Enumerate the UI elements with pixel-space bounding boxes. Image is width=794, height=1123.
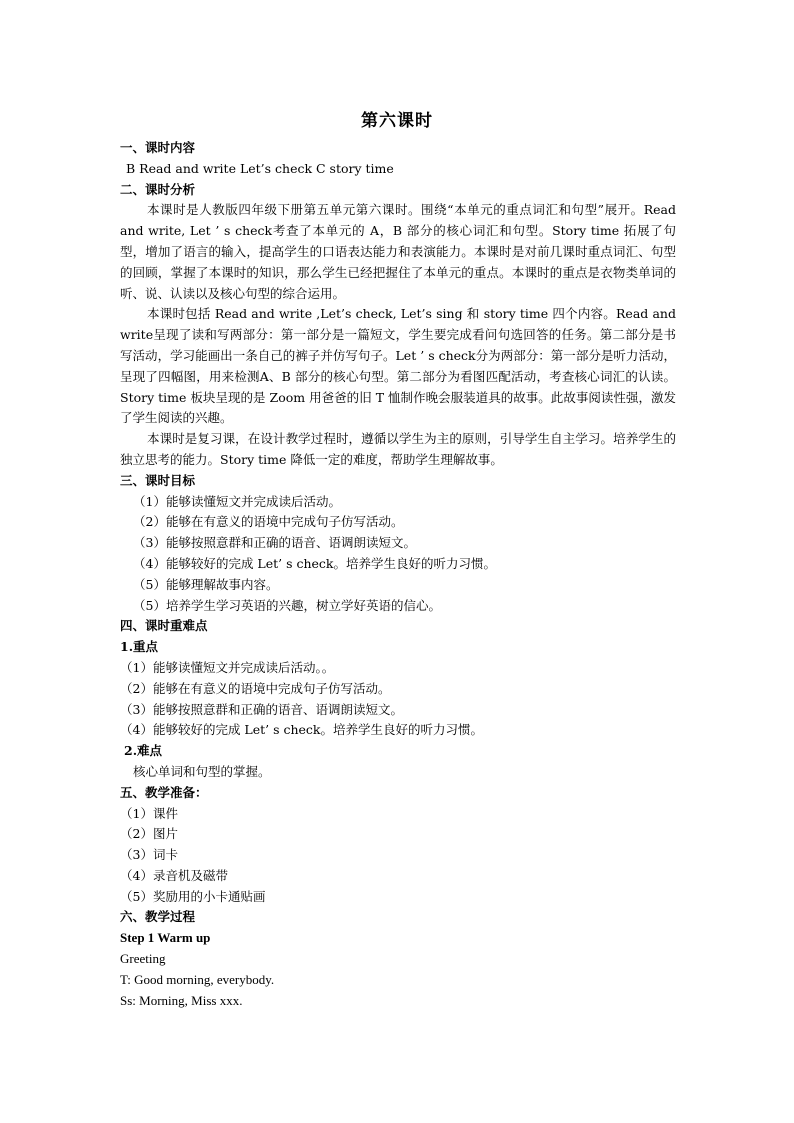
preparation-item: （5）奖励用的小卡通贴画 <box>120 888 266 904</box>
dialogue-line: Ss: Morning, Miss xxx. <box>120 992 243 1008</box>
section-heading-content: 一、课时内容 <box>120 140 196 155</box>
dialogue-line: T: Good morning, everybody. <box>120 971 275 987</box>
objective-item: （5）能够理解故事内容。 <box>133 576 279 592</box>
document-body <box>120 138 676 1011</box>
preparation-item: （1）课件 <box>120 805 178 821</box>
objective-item: （4）能够较好的完成 Let’ s check。培养学生良好的听力习惯。 <box>133 555 497 571</box>
section-heading-process: 六、教学过程 <box>120 909 196 925</box>
objective-item: （5）培养学生学习英语的兴趣，树立学好英语的信心。 <box>133 597 441 613</box>
preparation-item: （3）词卡 <box>120 847 178 863</box>
analysis-paragraph-3: 本课时是复习课，在设计教学过程时，遵循以学生为主的原则，引导学生自主学习。培养学生的独立思考的能力。Story time 降低一定的难度，帮助学生理解故事。 <box>120 431 676 467</box>
section-heading-preparation: 五、教学准备： <box>120 784 208 800</box>
preparation-item: （2）图片 <box>120 826 178 842</box>
key-point-item: （2）能够在有意义的语境中完成句子仿写活动。 <box>120 680 391 696</box>
preparation-item: （4）录音机及磁带 <box>120 867 228 883</box>
section-heading-objectives: 三、课时目标 <box>120 472 196 488</box>
section-heading-analysis: 二、课时分析 <box>120 181 196 197</box>
document-title: 第六课时 <box>361 111 433 131</box>
key-point-item: （4）能够较好的完成 Let’ s check。培养学生良好的听力习惯。 <box>120 722 484 738</box>
key-point-item: （1）能够读懂短文并完成读后活动。。 <box>120 659 335 675</box>
difficulty-text: 核心单词和句型的掌握。 <box>133 763 271 779</box>
subheading-key-points: 1.重点 <box>120 639 159 655</box>
objective-item: （3）能够按照意群和正确的语音、语调朗读短文。 <box>133 535 416 551</box>
step-heading: Step 1 Warm up <box>120 930 211 946</box>
lesson-content-text: B Read and write Let’s check C story time <box>126 160 394 176</box>
analysis-paragraph-2: 本课时包括 Read and write ,Let’s check, Let’s sing 和 story time 四个内容。Read and write呈现了读和写两部分：第一部分是一篇短文，学生要完成看问句选回答的任务。第二部分是书写活动，学习能画出一条自己的裤子并仿写句子。Let ’ s check分为两部分：第一部分是听力活动，呈现了四幅图，用来检测A、B 部分的核心句型。第二部分为看图匹配活动，考查核心词汇的认读。Story time 板块呈现的是 Zoom 用爸爸的旧 T 恤制作晚会服装道具的故事。此故事阅读性强，激发了学生阅读的兴趣。 <box>120 306 676 426</box>
subheading-difficulties: 2.难点 <box>124 743 163 759</box>
key-point-item: （3）能够按照意群和正确的语音、语调朗读短文。 <box>120 701 403 717</box>
dialogue-line: Greeting <box>120 951 166 967</box>
objective-item: （1）能够读懂短文并完成读后活动。 <box>133 493 341 509</box>
analysis-paragraph-1: 本课时是人教版四年级下册第五单元第六课时。围绕“本单元的重点词汇和句型”展开。Read and write, Let ’ s check考查了本单元的 A，B 部分的核心词汇和句型。Story time 拓展了句型，增加了语言的输入，提高学生的口语表达能力和表演能力。本课时是对前几课时重点词汇、句型的回顾，掌握了本课时的知识，那么学生已经把握住了本单元的重点。本课时的重点是衣物类单词的听、说、认读以及核心句型的综合运用。 <box>120 202 676 301</box>
objective-item: （2）能够在有意义的语境中完成句子仿写活动。 <box>133 514 404 530</box>
section-heading-key-points: 四、课时重难点 <box>120 618 208 634</box>
